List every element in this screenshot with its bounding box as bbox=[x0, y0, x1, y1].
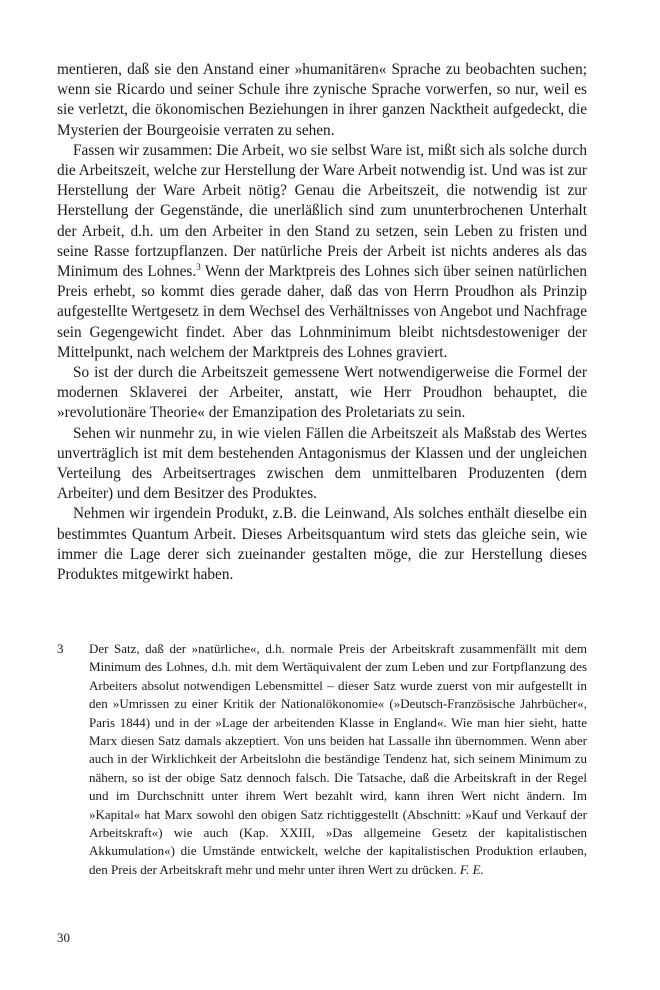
footnote-signature: F. E. bbox=[459, 861, 484, 877]
paragraph-1: mentieren, daß sie den Anstand einer »humanitären« Sprache zu beobachten suchen; wenn sie Ricardo und seiner Schule ihre zynische Sprache vorwerfen, so nur, weil es sie verletzt, die ökonomischen Beziehungen in ihrer ganzen Nacktheit aufgedeckt, die Mysterien der Bourgeoisie verraten zu sehen. bbox=[57, 61, 587, 139]
footnote bbox=[57, 640, 587, 879]
paragraph-3: So ist der durch die Arbeitszeit gemessene Wert notwendigerweise die Formel der modernen Sklaverei der Arbeiter, anstatt, wie Herr Proudhon behauptet, die »revolutionäre Theorie« der Emanzipation des Proletariats zu sein. bbox=[57, 364, 587, 422]
paragraph-2-part-b: Wenn der Marktpreis des Lohnes sich über seinen natürlichen Preis erhebt, so kommt dies gerade daher, daß das von Herrn Proudhon als Prinzip aufgestellte Wertgesetz in dem Wechsel des Verhältnisses von Angebot und Nachfrage sein Gegengewicht findet. Aber das Lohnminimum bleibt nichtsdestoweniger der Mittelpunkt, nach welchem der Marktpreis des Lohnes graviert. bbox=[57, 263, 587, 361]
page-number: 30 bbox=[57, 930, 70, 945]
paragraph-2-part-a: Fassen wir zusammen: Die Arbeit, wo sie selbst Ware ist, mißt sich als solche durch die Arbeitszeit, welche zur Herstellung der Ware Arbeit notwendig ist. Und was ist zur Herstellung der Ware Arbeit nötig? Genau die Arbeitszeit, die notwendig ist zur Herstellung der Gegenstände, die unerläßlich sind zum ununterbrochenen Unterhalt der Arbeit, d.h. um den Arbeiter in den Stand zu setzen, sein Leben zu fristen und seine Rasse fortzupflanzen. Der natürliche Preis der Arbeit ist nichts anderes als das Minimum des Lohnes. bbox=[57, 141, 587, 281]
footnote-body bbox=[89, 640, 587, 879]
footnote-text: Der Satz, daß der »natürliche«, d.h. normale Preis der Arbeitskraft zusammenfällt mit dem Minimum des Lohnes, d.h. mit dem Wertäquivalent der zum Leben und zur Fortpflanzung des Arbeiters absolut notwendigen Lebensmittel – dieser Satz wurde zuerst von mir aufgestellt in den »Umrissen zu einer Kritik der Nationalökonomie« (»Deutsch-Französische Jahrbücher«, Paris 1844) und in der »Lage der arbeitenden Klasse in England«. Wie man hier sieht, hatte Marx diesen Satz damals akzeptiert. Von uns beiden hat Lassalle ihn übernommen. Wenn aber auch in der Wirklichkeit der Arbeitslohn die beständige Tendenz hat, sich seinem Minimum zu nähern, so ist der obige Satz dennoch falsch. Die Tatsache, daß die Arbeitskraft in der Regel und im Durchschnitt unter ihrem Wert bezahlt wird, kann ihren Wert nicht ändern. Im »Kapital« hat Marx sowohl den obigen Satz richtiggestellt (Abschnitt: »Kauf und Verkauf der Arbeitskraft«) wie auch (Kap. XXIII, »Das allgemeine Gesetz der kapitalistischen Akkumulation«) die Umstände entwickelt, welche der kapitalistischen Produktion erlauben, den Preis der Arbeitskraft mehr und mehr unter ihren Wert zu drücken. bbox=[89, 641, 587, 877]
paragraph-2 bbox=[57, 141, 587, 363]
footnote-reference[interactable]: 3 bbox=[196, 262, 201, 273]
paragraph-5: Nehmen wir irgendein Produkt, z.B. die Leinwand, Als solches enthält dieselbe ein bestimmtes Quantum Arbeit. Dieses Arbeitsquantum wird stets das gleiche sein, wie immer die Lage derer sich zueinander gestalten möge, die zur Herstellung dieses Produktes mitgewirkt haben. bbox=[57, 505, 587, 584]
main-text bbox=[57, 60, 587, 585]
footnote-number: 3 bbox=[57, 641, 64, 656]
paragraph-4: Sehen wir nunmehr zu, in wie vielen Fällen die Arbeitszeit als Maßstab des Wertes unverträglich ist mit dem bestehenden Antagonismus der Klassen und der ungleichen Verteilung des Arbeitsertrages zwischen dem unmittelbaren Produzenten (dem Arbeiter) und dem Besitzer des Produktes. bbox=[57, 424, 587, 503]
